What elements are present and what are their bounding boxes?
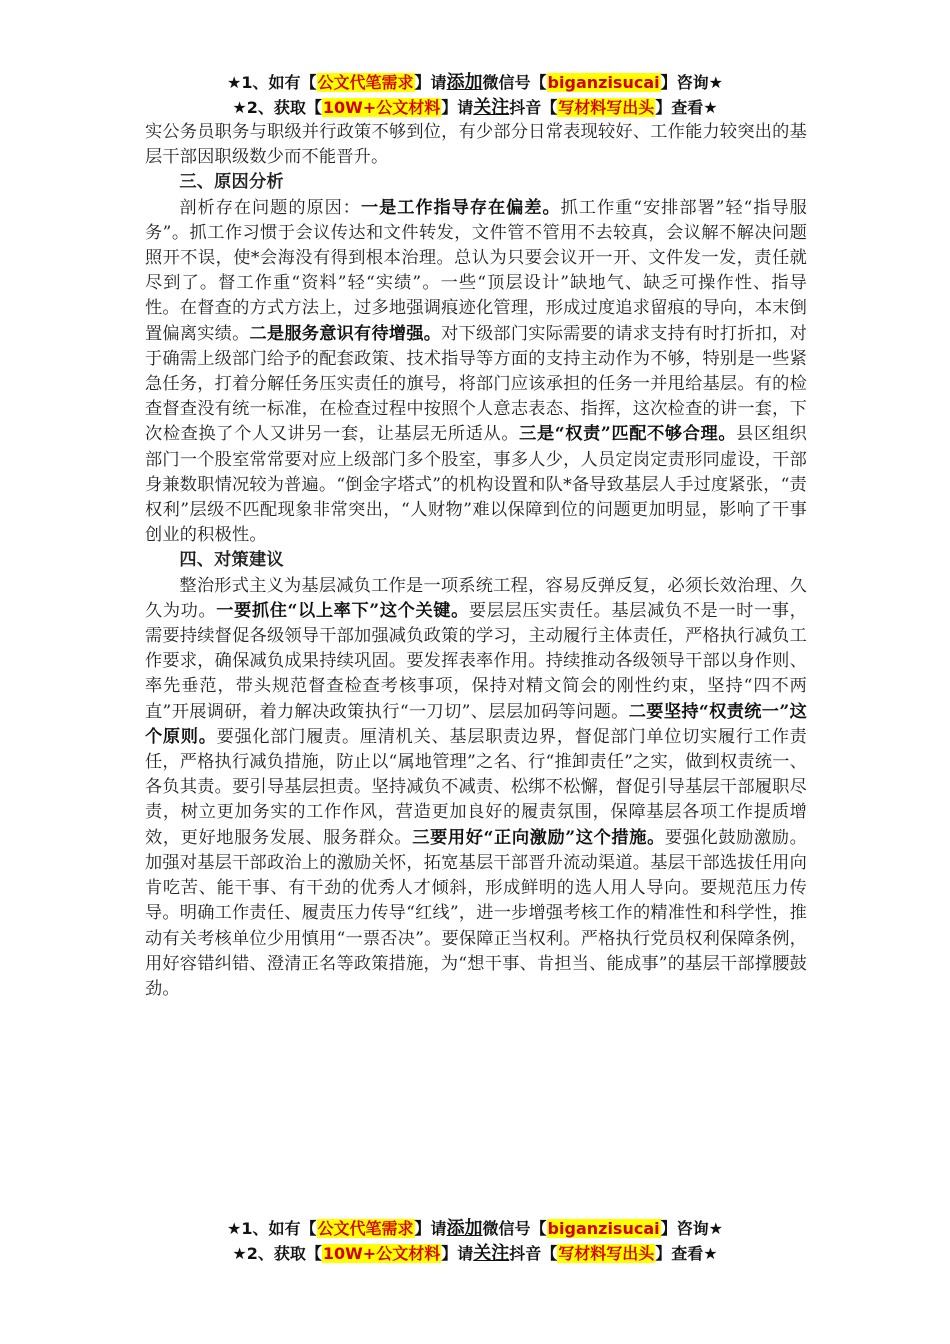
wechat-id-highlight: biganzisucai xyxy=(547,73,660,92)
promo-text: 】咨询★ xyxy=(660,73,723,92)
promo-underlined: 关注 xyxy=(473,1243,510,1264)
paragraph-countermeasures xyxy=(145,574,807,1002)
key-point-1: 一要抓住“以上率下”这个关键。 xyxy=(216,600,469,621)
douyin-id-highlight: 写材料写出头 xyxy=(558,1244,655,1263)
promo-banner-top xyxy=(0,70,950,120)
key-point-3: 三是“权责”匹配不够合理。 xyxy=(519,424,737,445)
promo-text: 微信号【 xyxy=(482,1219,547,1238)
wechat-id-highlight: biganzisucai xyxy=(547,1219,660,1238)
promo-text: 】查看★ xyxy=(655,98,718,117)
paragraph-text: 要强化鼓励激励。加强对基层干部政治上的激励关怀，拓宽基层干部晋升流动渠道。基层干部选拔任用向肯吃苦、能干事、有干劲的优秀人才倾斜，形成鲜明的选人用人导向。要规范压力传导。明确工作责任、履责压力传导“红线”，进一步增强考核工作的精准性和科学性，推动有关考核单位少用慎用“一票否决”。要保障正当权利。严格执行党员权利保障条例，用好容错纠错、澄清正名等政策措施，为“想干事、肯担当、能成事”的基层干部撑腰鼓劲。 xyxy=(145,827,807,999)
promo-text: 】请 xyxy=(414,1219,447,1238)
paragraph-text: 要层层压实责任。基层减负不是一时一事，需要持续督促各级领导干部加强减负政策的学习，主动履行主体责任，严格执行减负工作要求，确保减负成果持续巩固。要发挥表率作用。持续推动各级领导干部以身作则、率先垂范，带头规范督查检查考核事项，保持对精文简会的刚性约束，坚持“四不两直”开展调研，着力解决政策执行“一刀切”、层层加码等问题。 xyxy=(145,600,807,722)
promo-text: 抖音【 xyxy=(509,1244,558,1263)
douyin-id-highlight: 写材料写出头 xyxy=(558,98,655,117)
promo-text: 微信号【 xyxy=(482,73,547,92)
promo-line-2 xyxy=(0,1241,950,1266)
section-heading-4: 四、对策建议 xyxy=(179,550,284,571)
key-point-2: 二要坚持“权责统一”这个原则。 xyxy=(145,701,807,747)
promo-text: 】咨询★ xyxy=(660,1219,723,1238)
key-point-1: 一是工作指导存在偏差。 xyxy=(360,197,561,218)
promo-highlight: 10W+公文材料 xyxy=(322,1244,441,1263)
promo-text: 】请 xyxy=(441,98,474,117)
paragraph-text: 整治形式主义为基层减负工作是一项系统工程，容易反弹反复，必须长效治理、久久为功。 xyxy=(145,575,807,621)
paragraph-text: 剖析存在问题的原因： xyxy=(179,197,361,218)
promo-highlight: 公文代笔需求 xyxy=(317,1219,414,1238)
paragraph-text: 要强化部门履责。厘清机关、基层职责边界，督促部门单位切实履行工作责任，严格执行减负措施，防止以“属地管理”之名、行“推卸责任”之实，做到权责统一、各负其责。要引导基层担责。坚持减负不减责、松绑不松懈，督促引导基层干部履职尽责，树立更加务实的工作作风，营造更加良好的履责氛围，保障基层各项工作提质增效，更好地服务发展、服务群众。 xyxy=(145,726,807,848)
promo-line-1 xyxy=(0,1216,950,1241)
promo-text: 】请 xyxy=(441,1244,474,1263)
paragraph-text: 对下级部门实际需要的请求支持有时打折扣，对于确需上级部门给予的配套政策、技术指导等方面的支持主动作为不够，特别是一些紧急任务，打着分解任务压实责任的旗号，将部门应该承担的任务一并甩给基层。有的检查督查没有统一标准，在检查过程中按照个人意志表态、指挥，这次检查的讲一套，下次检查换了个人又讲另一套，让基层无所适从。 xyxy=(145,323,807,445)
section-heading-3: 三、原因分析 xyxy=(179,172,284,193)
paragraph-text: 抓工作重“安排部署”轻“指导服务”。抓工作习惯于会议传达和文件转发，文件管不管用不去较真，会议解不解决问题照开不误，使*会海没有得到根本治理。总认为只要会议开一开、文件发一发，责任就尽到了。督工作重“资料”轻“实绩”。一些“顶层设计”缺地气、缺乏可操作性、指导性。在督查的方式方法上，过多地强调痕迹化管理，形成过度追求留痕的导向，本末倒置偏离实绩。 xyxy=(145,197,807,344)
promo-text: 】请 xyxy=(414,73,447,92)
promo-underlined: 添加 xyxy=(446,72,483,93)
promo-text: 】查看★ xyxy=(655,1244,718,1263)
promo-text: ★1、如有【 xyxy=(227,73,317,92)
document-body xyxy=(145,120,807,1002)
promo-underlined: 关注 xyxy=(473,97,510,118)
promo-highlight: 10W+公文材料 xyxy=(322,98,441,117)
key-point-3: 三要用好“正向激励”这个措施。 xyxy=(412,827,665,848)
paragraph-cause-analysis xyxy=(145,196,807,549)
promo-underlined: 添加 xyxy=(446,1218,483,1239)
paragraph-text: 县区组织部门一个股室常常要对应上级部门多个股室，事多人少，人员定岗定责形同虚设，干部身兼数职情况较为普遍。“倒金字塔式”的机构设置和队*备导致基层人手过度紧张，“责权利”层级不匹配现象非常突出，“人财物”难以保障到位的问题更加明显，影响了干事创业的积极性。 xyxy=(145,424,807,546)
promo-highlight: 公文代笔需求 xyxy=(317,73,414,92)
promo-text: ★2、获取【 xyxy=(232,1244,322,1263)
promo-line-2 xyxy=(0,95,950,120)
promo-text: ★2、获取【 xyxy=(232,98,322,117)
key-point-2: 二是服务意识有待增强。 xyxy=(249,323,442,344)
promo-line-1 xyxy=(0,70,950,95)
promo-text: 抖音【 xyxy=(509,98,558,117)
promo-banner-bottom xyxy=(0,1216,950,1266)
paragraph-continued: 实公务员职务与职级并行政策不够到位，有少部分日常表现较好、工作能力较突出的基层干部因职级数少而不能晋升。 xyxy=(145,122,807,168)
promo-text: ★1、如有【 xyxy=(227,1219,317,1238)
